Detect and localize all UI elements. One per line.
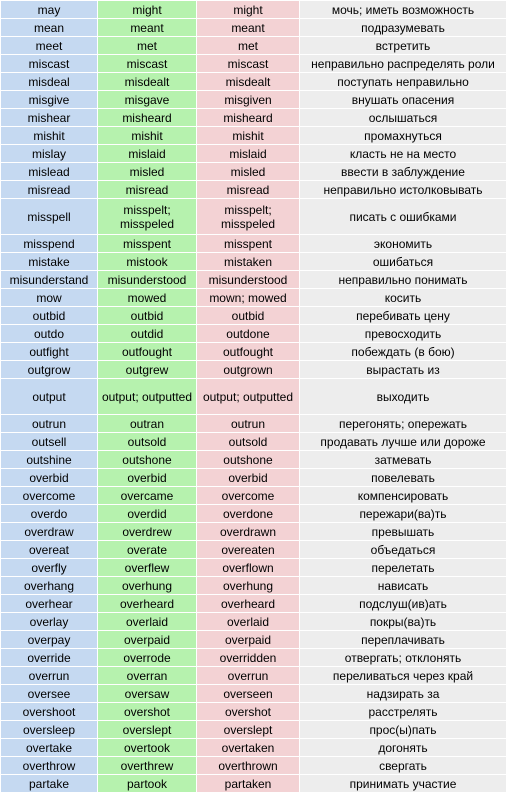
past-participle-cell: overlaid [197,613,300,631]
infinitive-cell: outshine [1,451,98,469]
past-simple-cell: outshone [98,451,197,469]
translation-cell: неправильно распределять роли [300,55,506,73]
table-row [1,469,506,487]
past-simple-cell: misheard [98,109,197,127]
infinitive-cell: overeat [1,541,98,559]
past-participle-cell: mistaken [197,253,300,271]
table-row [1,289,506,307]
past-simple-cell: overate [98,541,197,559]
translation-cell: повелевать [300,469,506,487]
verb-table-body [1,1,506,793]
past-simple-cell: met [98,37,197,55]
past-participle-cell: misheard [197,109,300,127]
past-participle-cell: misspent [197,235,300,253]
table-row [1,577,506,595]
table-row [1,559,506,577]
infinitive-cell: partake [1,775,98,793]
table-row [1,127,506,145]
past-participle-cell: meant [197,19,300,37]
infinitive-cell: outgrow [1,361,98,379]
translation-cell: вырастать из [300,361,506,379]
past-simple-cell: overshot [98,703,197,721]
past-participle-cell: overseen [197,685,300,703]
table-row [1,1,506,19]
translation-cell: неправильно истолковывать [300,181,506,199]
past-simple-cell: overslept [98,721,197,739]
translation-cell: неправильно понимать [300,271,506,289]
infinitive-cell: output [1,379,98,415]
translation-cell: ввести в заблуждение [300,163,506,181]
translation-cell: косить [300,289,506,307]
past-simple-cell: mowed [98,289,197,307]
past-simple-cell: overpaid [98,631,197,649]
translation-cell: надзирать за [300,685,506,703]
table-row [1,253,506,271]
past-simple-cell: misread [98,181,197,199]
past-participle-cell: overrun [197,667,300,685]
past-participle-cell: outshone [197,451,300,469]
infinitive-cell: overshoot [1,703,98,721]
table-row [1,55,506,73]
past-participle-cell: overbid [197,469,300,487]
infinitive-cell: overpay [1,631,98,649]
translation-cell: поступать неправильно [300,73,506,91]
infinitive-cell: miscast [1,55,98,73]
table-row [1,37,506,55]
infinitive-cell: mishear [1,109,98,127]
past-simple-cell: outgrew [98,361,197,379]
translation-cell: перебивать цену [300,307,506,325]
translation-cell: объедаться [300,541,506,559]
translation-cell: мочь; иметь возможность [300,1,506,19]
infinitive-cell: override [1,649,98,667]
table-row [1,613,506,631]
past-simple-cell: overlaid [98,613,197,631]
translation-cell: пережари(ва)ть [300,505,506,523]
translation-cell: класть не на место [300,145,506,163]
past-participle-cell: overeaten [197,541,300,559]
past-simple-cell: partook [98,775,197,793]
infinitive-cell: overhear [1,595,98,613]
translation-cell: переплачивать [300,631,506,649]
table-row [1,361,506,379]
infinitive-cell: overhang [1,577,98,595]
past-participle-cell: mown; mowed [197,289,300,307]
infinitive-cell: misread [1,181,98,199]
past-simple-cell: outsold [98,433,197,451]
table-row [1,73,506,91]
past-participle-cell: miscast [197,55,300,73]
infinitive-cell: overthrow [1,757,98,775]
table-row [1,235,506,253]
translation-cell: внушать опасения [300,91,506,109]
table-row [1,91,506,109]
past-participle-cell: overheard [197,595,300,613]
infinitive-cell: mislead [1,163,98,181]
past-simple-cell: miscast [98,55,197,73]
past-participle-cell: overshot [197,703,300,721]
translation-cell: встретить [300,37,506,55]
table-row [1,145,506,163]
past-simple-cell: misspent [98,235,197,253]
infinitive-cell: mean [1,19,98,37]
translation-cell: писать с ошибками [300,199,506,235]
past-participle-cell: outsold [197,433,300,451]
infinitive-cell: outdo [1,325,98,343]
past-simple-cell: mistook [98,253,197,271]
table-row [1,307,506,325]
table-row [1,541,506,559]
past-participle-cell: outbid [197,307,300,325]
infinitive-cell: outbid [1,307,98,325]
translation-cell: превосходить [300,325,506,343]
translation-cell: перегонять; опережать [300,415,506,433]
infinitive-cell: mow [1,289,98,307]
table-row [1,451,506,469]
table-row [1,181,506,199]
translation-cell: превышать [300,523,506,541]
infinitive-cell: overfly [1,559,98,577]
past-simple-cell: output; outputted [98,379,197,415]
translation-cell: свергать [300,757,506,775]
infinitive-cell: overrun [1,667,98,685]
past-participle-cell: output; outputted [197,379,300,415]
translation-cell: нависать [300,577,506,595]
translation-cell: переливаться через край [300,667,506,685]
past-simple-cell: outdid [98,325,197,343]
table-row [1,487,506,505]
translation-cell: прос(ы)пать [300,721,506,739]
past-simple-cell: might [98,1,197,19]
translation-cell: отвергать; отклонять [300,649,506,667]
translation-cell: расстрелять [300,703,506,721]
infinitive-cell: overbid [1,469,98,487]
table-row [1,739,506,757]
past-simple-cell: overran [98,667,197,685]
infinitive-cell: outfight [1,343,98,361]
table-row [1,775,506,793]
past-simple-cell: misled [98,163,197,181]
translation-cell: перелетать [300,559,506,577]
past-participle-cell: outdone [197,325,300,343]
past-simple-cell: mislaid [98,145,197,163]
infinitive-cell: outsell [1,433,98,451]
translation-cell: ослышаться [300,109,506,127]
past-participle-cell: overhung [197,577,300,595]
past-participle-cell: mislaid [197,145,300,163]
infinitive-cell: mislay [1,145,98,163]
infinitive-cell: misgive [1,91,98,109]
table-row [1,631,506,649]
translation-cell: промахнуться [300,127,506,145]
past-participle-cell: overslept [197,721,300,739]
past-participle-cell: overflown [197,559,300,577]
table-row [1,343,506,361]
table-row [1,721,506,739]
past-simple-cell: overdrew [98,523,197,541]
translation-cell: догонять [300,739,506,757]
past-participle-cell: misread [197,181,300,199]
table-row [1,199,506,235]
infinitive-cell: overlay [1,613,98,631]
table-row [1,649,506,667]
infinitive-cell: misunderstand [1,271,98,289]
table-row [1,523,506,541]
table-row [1,163,506,181]
translation-cell: ошибаться [300,253,506,271]
past-participle-cell: met [197,37,300,55]
past-participle-cell: overpaid [197,631,300,649]
infinitive-cell: misspell [1,199,98,235]
infinitive-cell: overcome [1,487,98,505]
table-row [1,415,506,433]
past-participle-cell: mishit [197,127,300,145]
past-simple-cell: mishit [98,127,197,145]
past-participle-cell: overcome [197,487,300,505]
past-simple-cell: outbid [98,307,197,325]
past-simple-cell: outran [98,415,197,433]
past-participle-cell: misdealt [197,73,300,91]
infinitive-cell: oversee [1,685,98,703]
infinitive-cell: misspend [1,235,98,253]
past-simple-cell: overdid [98,505,197,523]
past-participle-cell: misgiven [197,91,300,109]
past-participle-cell: outrun [197,415,300,433]
table-row [1,595,506,613]
table-row [1,19,506,37]
table-row [1,667,506,685]
translation-cell: затмевать [300,451,506,469]
translation-cell: продавать лучше или дороже [300,433,506,451]
past-participle-cell: partaken [197,775,300,793]
past-participle-cell: misunderstood [197,271,300,289]
past-participle-cell: outfought [197,343,300,361]
past-simple-cell: overflew [98,559,197,577]
translation-cell: подразумевать [300,19,506,37]
table-row [1,433,506,451]
table-row [1,703,506,721]
translation-cell: подслуш(ив)ать [300,595,506,613]
past-simple-cell: overcame [98,487,197,505]
past-simple-cell: oversaw [98,685,197,703]
translation-cell: выходить [300,379,506,415]
translation-cell: покры(ва)ть [300,613,506,631]
infinitive-cell: overdo [1,505,98,523]
past-participle-cell: overdone [197,505,300,523]
translation-cell: побеждать (в бою) [300,343,506,361]
infinitive-cell: meet [1,37,98,55]
past-simple-cell: misgave [98,91,197,109]
translation-cell: принимать участие [300,775,506,793]
past-participle-cell: misled [197,163,300,181]
table-row [1,109,506,127]
past-simple-cell: outfought [98,343,197,361]
translation-cell: компенсировать [300,487,506,505]
past-participle-cell: overtaken [197,739,300,757]
table-row [1,379,506,415]
past-participle-cell: misspelt; misspeled [197,199,300,235]
infinitive-cell: mistake [1,253,98,271]
infinitive-cell: mishit [1,127,98,145]
infinitive-cell: may [1,1,98,19]
infinitive-cell: misdeal [1,73,98,91]
past-simple-cell: overhung [98,577,197,595]
past-participle-cell: might [197,1,300,19]
translation-cell: экономить [300,235,506,253]
table-row [1,505,506,523]
past-simple-cell: meant [98,19,197,37]
infinitive-cell: overdraw [1,523,98,541]
past-simple-cell: overthrew [98,757,197,775]
infinitive-cell: oversleep [1,721,98,739]
table-row [1,325,506,343]
past-simple-cell: overrode [98,649,197,667]
past-simple-cell: misunderstood [98,271,197,289]
table-row [1,757,506,775]
table-row [1,271,506,289]
past-participle-cell: overdrawn [197,523,300,541]
table-row [1,685,506,703]
past-participle-cell: overridden [197,649,300,667]
past-participle-cell: outgrown [197,361,300,379]
past-simple-cell: misdealt [98,73,197,91]
past-simple-cell: misspelt; misspeled [98,199,197,235]
infinitive-cell: outrun [1,415,98,433]
past-simple-cell: overtook [98,739,197,757]
past-simple-cell: overbid [98,469,197,487]
past-participle-cell: overthrown [197,757,300,775]
infinitive-cell: overtake [1,739,98,757]
past-simple-cell: overheard [98,595,197,613]
